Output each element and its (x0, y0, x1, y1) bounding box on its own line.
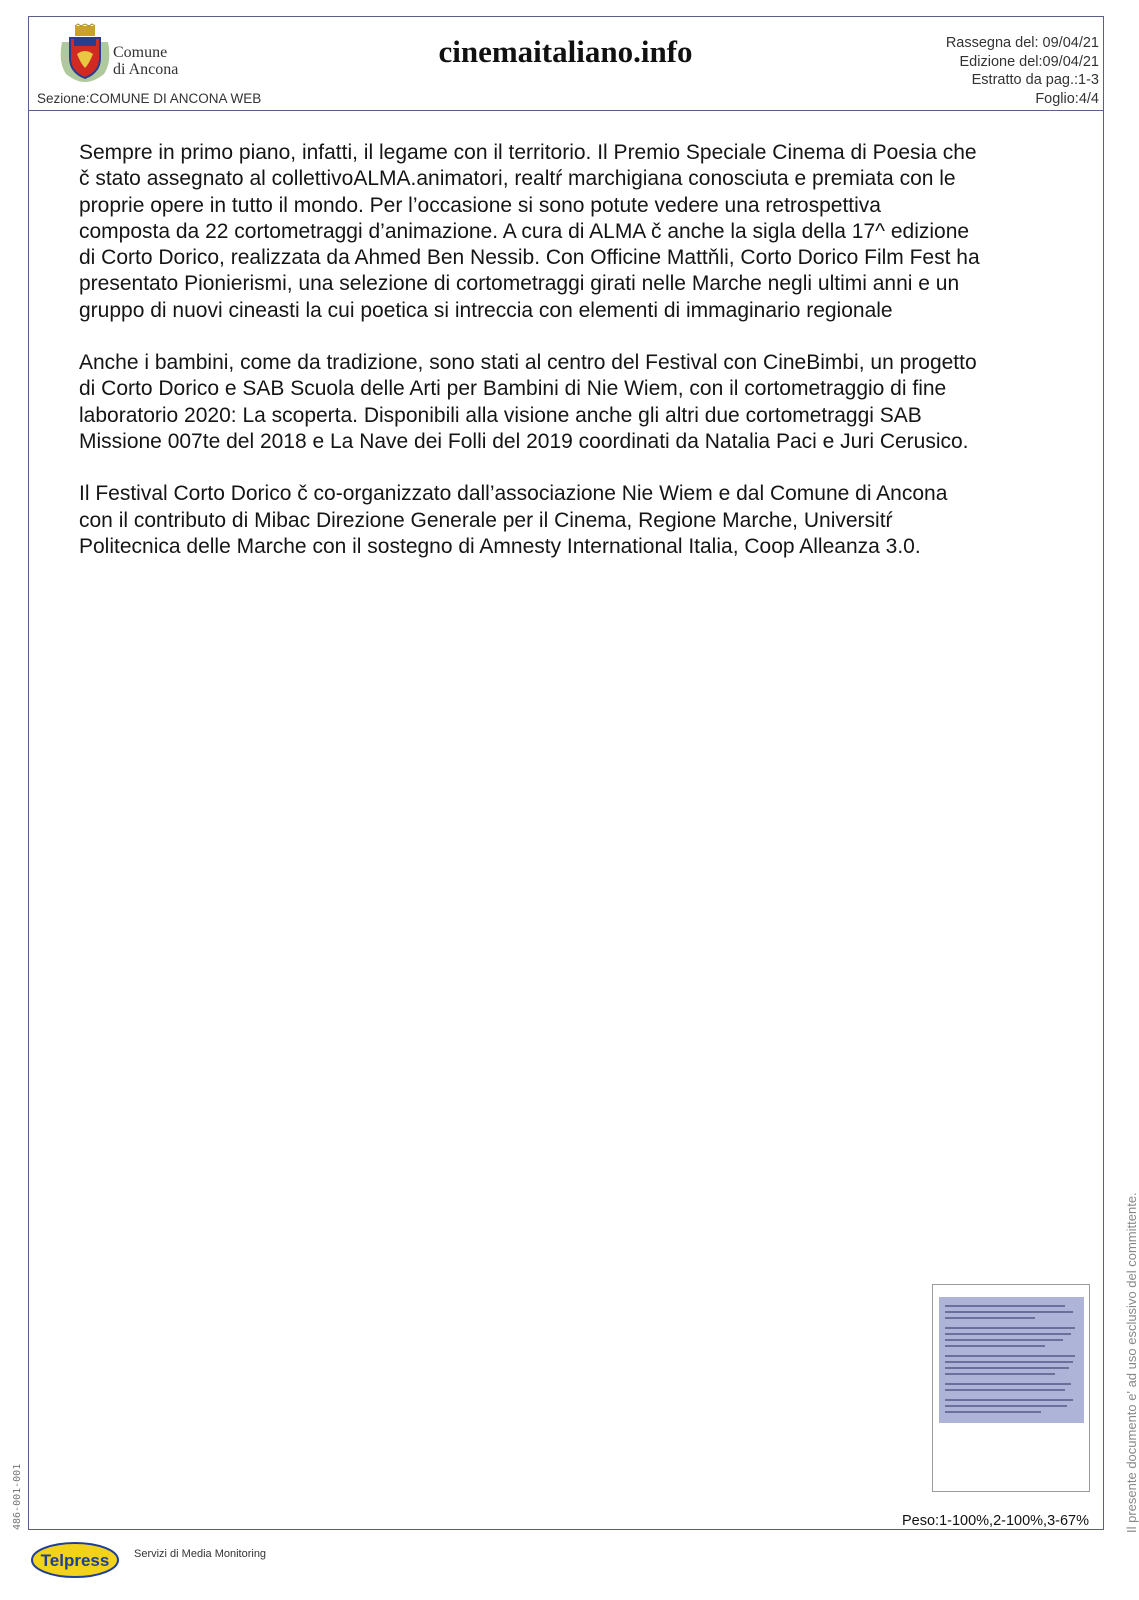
document-code: 486-001-001 (12, 1463, 23, 1530)
paragraph-2 (79, 350, 1049, 455)
sezione-label: Sezione:COMUNE DI ANCONA WEB (37, 91, 262, 106)
text-line: Il Festival Corto Dorico č co-organizzato dall’associazione Nie Wiem e dal Comune di Ancona (79, 482, 948, 506)
estratto-pages: Estratto da pag.:1-3 (971, 72, 1099, 88)
thumbnail-highlight (939, 1297, 1084, 1423)
thumbnail-text-line (945, 1383, 1071, 1385)
thumbnail-text-line (945, 1333, 1071, 1335)
text-line: Sempre in primo piano, infatti, il legame con il territorio. Il Premio Speciale Cinema di Poesia che (79, 141, 977, 164)
rassegna-date: Rassegna del: 09/04/21 (945, 35, 1099, 51)
text-line: č stato assegnato al collettivoALMA.animatori, realtŕ marchigiana conosciuta e premiata con le (79, 167, 956, 191)
usage-disclaimer: Il presente documento e' ad uso esclusivo del committente. (1124, 1192, 1139, 1533)
peso-label: Peso:1-100%,2-100%,3-67% (901, 1513, 1089, 1529)
telpress-wordmark: Telpress (40, 1551, 110, 1570)
thumbnail-text-line (945, 1399, 1073, 1401)
text-line: composta da 22 cortometraggi d’animazione. A cura di ALMA č anche la sigla della 17^ edizione (79, 219, 970, 243)
text-line: presentato Pionierismi, una selezione di cortometraggi girati nelle Marche negli ultimi anni e un (79, 272, 960, 296)
thumbnail-text-line (945, 1305, 1065, 1307)
page-thumbnail (932, 1284, 1090, 1492)
text-line: proprie opere in tutto il mondo. Per l’occasione si sono potute vedere una retrospettiva (79, 193, 881, 217)
thumbnail-text-line (945, 1373, 1055, 1375)
text-line: laboratorio 2020: La scoperta. Disponibili alla visione anche gli altri due cortometraggi SAB (79, 403, 922, 427)
thumbnail-text-line (945, 1317, 1035, 1319)
header-divider (28, 110, 1104, 111)
thumbnail-text-line (945, 1411, 1041, 1413)
text-line: di Corto Dorico, realizzata da Ahmed Ben Nessib. Con Officine Mattňli, Corto Dorico Film Fest ha (79, 246, 980, 270)
text-line: di Corto Dorico e SAB Scuola delle Arti per Bambini di Nie Wiem, con il cortometraggio di fine (79, 377, 947, 401)
thumbnail-text-line (945, 1345, 1045, 1347)
comune-name-line2: di Ancona (113, 61, 179, 78)
thumbnail-text-line (945, 1389, 1065, 1391)
article-body (79, 140, 1049, 586)
foglio-number: Foglio:4/4 (1035, 90, 1099, 107)
telpress-logo-icon (30, 1539, 120, 1579)
text-line: con il contributo di Mibac Direzione Generale per il Cinema, Regione Marche, Universitŕ (79, 508, 893, 532)
text-line: gruppo di nuovi cineasti la cui poetica si intreccia con elementi di immaginario regionale (79, 298, 893, 322)
text-line: Missione 007te del 2018 e La Nave dei Folli del 2019 coordinati da Natalia Paci e Juri Cerusico. (79, 429, 969, 453)
paragraph-1 (79, 140, 1049, 324)
thumbnail-text-line (945, 1311, 1073, 1313)
services-label: Servizi di Media Monitoring (134, 1548, 267, 1560)
text-line: Politecnica delle Marche con il sostegno di Amnesty International Italia, Coop Alleanza 3.0. (79, 534, 921, 558)
thumbnail-text-line (945, 1405, 1067, 1407)
thumbnail-text-line (945, 1355, 1075, 1357)
thumbnail-text-line (945, 1339, 1063, 1341)
thumbnail-text-line (945, 1361, 1073, 1363)
comune-name-line1: Comune (113, 44, 168, 61)
edizione-date: Edizione del:09/04/21 (959, 53, 1099, 70)
paragraph-3 (79, 481, 1049, 560)
masthead-title: cinemaitaliano.info (438, 34, 693, 69)
thumbnail-text-line (945, 1367, 1069, 1369)
press-meta (946, 34, 1099, 108)
text-line: Anche i bambini, come da tradizione, sono stati al centro del Festival con CineBimbi, un progetto (79, 351, 977, 375)
thumbnail-text-line (945, 1327, 1075, 1329)
